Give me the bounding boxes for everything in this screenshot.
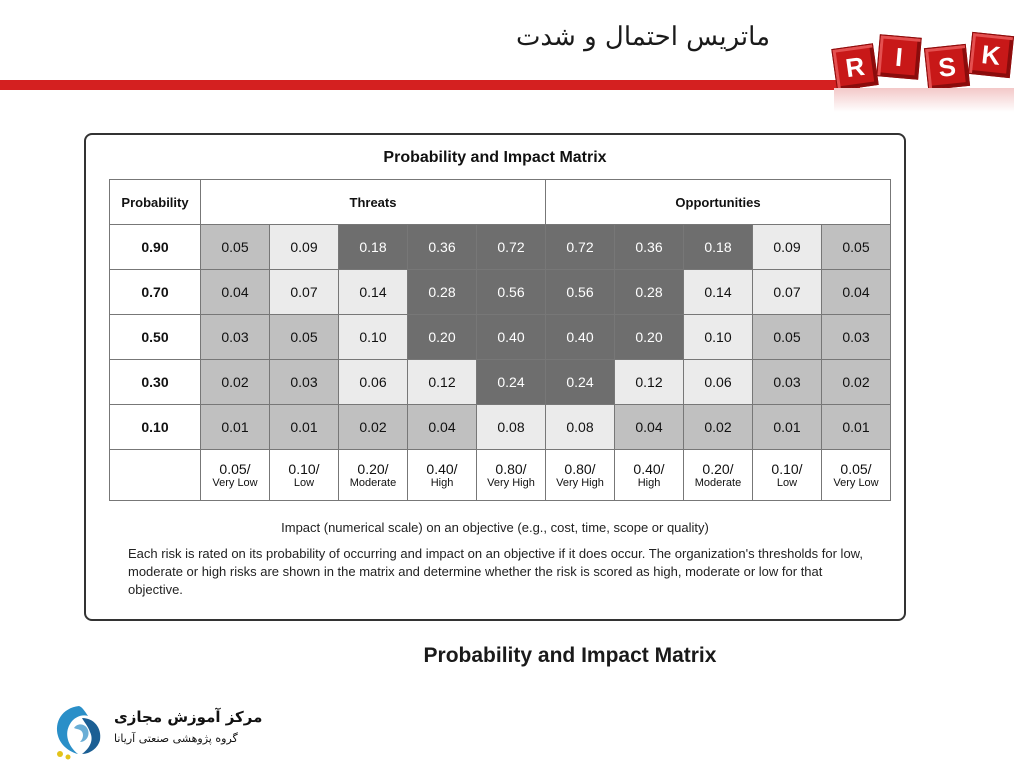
impact-scale-label: High bbox=[637, 477, 661, 489]
matrix-cell: 0.09 bbox=[753, 225, 822, 270]
matrix-cell: 0.20 bbox=[615, 315, 684, 360]
matrix-cell: 0.06 bbox=[684, 360, 753, 405]
impact-scale-value: 0.10/ bbox=[771, 461, 803, 477]
brand-subtitle: گروه پژوهشی صنعتی آریانا bbox=[114, 732, 238, 745]
impact-scale-cell bbox=[615, 450, 684, 501]
matrix-cell: 0.56 bbox=[477, 270, 546, 315]
matrix-cell: 0.24 bbox=[546, 360, 615, 405]
impact-scale-cell bbox=[822, 450, 891, 501]
matrix-cell: 0.05 bbox=[753, 315, 822, 360]
matrix-cell: 0.01 bbox=[270, 405, 339, 450]
matrix-cell: 0.18 bbox=[684, 225, 753, 270]
probability-header: Probability bbox=[110, 180, 201, 225]
risk-cubes-logo bbox=[826, 24, 1022, 110]
impact-scale-label: Low bbox=[293, 477, 315, 489]
slide-title: ماتریس احتمال و شدت bbox=[515, 22, 770, 52]
logo-cube-r: R bbox=[831, 43, 878, 90]
matrix-cell: 0.40 bbox=[477, 315, 546, 360]
matrix-cell: 0.12 bbox=[408, 360, 477, 405]
matrix-cell: 0.03 bbox=[270, 360, 339, 405]
threats-header: Threats bbox=[201, 180, 546, 225]
matrix-row bbox=[110, 315, 891, 360]
matrix-row bbox=[110, 360, 891, 405]
matrix-cell: 0.06 bbox=[339, 360, 408, 405]
logo-cube-i: I bbox=[876, 34, 922, 80]
matrix-cell: 0.20 bbox=[408, 315, 477, 360]
matrix-cell: 0.01 bbox=[822, 405, 891, 450]
bottom-title: Probability and Impact Matrix bbox=[423, 644, 717, 667]
impact-scale-label: Moderate bbox=[694, 477, 742, 489]
matrix-row bbox=[110, 270, 891, 315]
matrix-cell: 0.04 bbox=[615, 405, 684, 450]
matrix-cell: 0.05 bbox=[270, 315, 339, 360]
matrix-cell: 0.04 bbox=[408, 405, 477, 450]
probability-value: 0.90 bbox=[110, 225, 201, 270]
impact-scale-value: 0.40/ bbox=[426, 461, 458, 477]
impact-scale-cell bbox=[201, 450, 270, 501]
impact-scale-label: Very Low bbox=[212, 477, 258, 489]
opportunities-header: Opportunities bbox=[546, 180, 891, 225]
matrix-cell: 0.02 bbox=[339, 405, 408, 450]
matrix-cell: 0.12 bbox=[615, 360, 684, 405]
impact-scale-cell bbox=[477, 450, 546, 501]
probability-value: 0.10 bbox=[110, 405, 201, 450]
impact-scale-cell bbox=[270, 450, 339, 501]
impact-scale-label: High bbox=[430, 477, 454, 489]
brand-logo bbox=[48, 700, 288, 760]
matrix-cell: 0.02 bbox=[822, 360, 891, 405]
logo-cube-s: S bbox=[924, 44, 970, 90]
impact-scale-value: 0.80/ bbox=[495, 461, 527, 477]
matrix-row bbox=[110, 225, 891, 270]
matrix-cell: 0.56 bbox=[546, 270, 615, 315]
matrix-cell: 0.09 bbox=[270, 225, 339, 270]
matrix-cell: 0.72 bbox=[546, 225, 615, 270]
matrix-cell: 0.05 bbox=[822, 225, 891, 270]
matrix-cell: 0.02 bbox=[684, 405, 753, 450]
impact-scale-cell bbox=[684, 450, 753, 501]
matrix-cell: 0.07 bbox=[753, 270, 822, 315]
matrix-cell: 0.36 bbox=[615, 225, 684, 270]
matrix-cell: 0.10 bbox=[339, 315, 408, 360]
impact-row-label bbox=[110, 450, 201, 501]
impact-scale-label: Very High bbox=[556, 477, 604, 489]
header-red-bar bbox=[0, 80, 860, 90]
matrix-cell: 0.08 bbox=[477, 405, 546, 450]
impact-scale-label: Very Low bbox=[833, 477, 879, 489]
logo-cube-k: K bbox=[968, 32, 1014, 78]
matrix-cell: 0.02 bbox=[201, 360, 270, 405]
impact-scale-value: 0.80/ bbox=[564, 461, 596, 477]
impact-scale-label: Low bbox=[776, 477, 798, 489]
matrix-cell: 0.05 bbox=[201, 225, 270, 270]
impact-scale-value: 0.20/ bbox=[357, 461, 389, 477]
impact-scale-label: Moderate bbox=[349, 477, 397, 489]
matrix-cell: 0.03 bbox=[201, 315, 270, 360]
impact-scale-label: Very High bbox=[487, 477, 535, 489]
matrix-description: Each risk is rated on its probability of occurring and impact on an objective if it does occur. The organization's thresholds for low, moderate or high risks are shown in the matrix and determine whether the risk is scored as high, moderate or low for that objective. bbox=[128, 546, 863, 597]
logo-reflection bbox=[834, 88, 1014, 112]
matrix-cell: 0.07 bbox=[270, 270, 339, 315]
matrix-cell: 0.03 bbox=[822, 315, 891, 360]
aryana-swirl-icon bbox=[48, 700, 110, 760]
matrix-cell: 0.36 bbox=[408, 225, 477, 270]
impact-scale-cell bbox=[408, 450, 477, 501]
matrix-cell: 0.01 bbox=[201, 405, 270, 450]
matrix-row bbox=[110, 405, 891, 450]
matrix-cell: 0.40 bbox=[546, 315, 615, 360]
probability-value: 0.30 bbox=[110, 360, 201, 405]
impact-scale-value: 0.40/ bbox=[633, 461, 665, 477]
impact-scale-value: 0.20/ bbox=[702, 461, 734, 477]
matrix-title: Probability and Impact Matrix bbox=[383, 149, 607, 166]
impact-scale-cell bbox=[753, 450, 822, 501]
matrix-panel bbox=[84, 133, 906, 621]
impact-scale-cell bbox=[546, 450, 615, 501]
matrix-cell: 0.14 bbox=[339, 270, 408, 315]
matrix-cell: 0.18 bbox=[339, 225, 408, 270]
impact-caption: Impact (numerical scale) on an objective (e.g., cost, time, scope or quality) bbox=[281, 520, 709, 535]
brand-name: مرکز آموزش مجازی bbox=[114, 708, 263, 726]
matrix-cell: 0.08 bbox=[546, 405, 615, 450]
matrix-cell: 0.03 bbox=[753, 360, 822, 405]
matrix-cell: 0.28 bbox=[615, 270, 684, 315]
matrix-cell: 0.24 bbox=[477, 360, 546, 405]
probability-value: 0.70 bbox=[110, 270, 201, 315]
matrix-cell: 0.28 bbox=[408, 270, 477, 315]
probability-value: 0.50 bbox=[110, 315, 201, 360]
probability-impact-table bbox=[109, 179, 891, 501]
matrix-cell: 0.10 bbox=[684, 315, 753, 360]
matrix-cell: 0.14 bbox=[684, 270, 753, 315]
matrix-cell: 0.72 bbox=[477, 225, 546, 270]
matrix-cell: 0.04 bbox=[822, 270, 891, 315]
impact-scale-value: 0.05/ bbox=[219, 461, 251, 477]
matrix-cell: 0.01 bbox=[753, 405, 822, 450]
impact-scale-value: 0.10/ bbox=[288, 461, 320, 477]
impact-scale-value: 0.05/ bbox=[840, 461, 872, 477]
impact-scale-cell bbox=[339, 450, 408, 501]
matrix-cell: 0.04 bbox=[201, 270, 270, 315]
